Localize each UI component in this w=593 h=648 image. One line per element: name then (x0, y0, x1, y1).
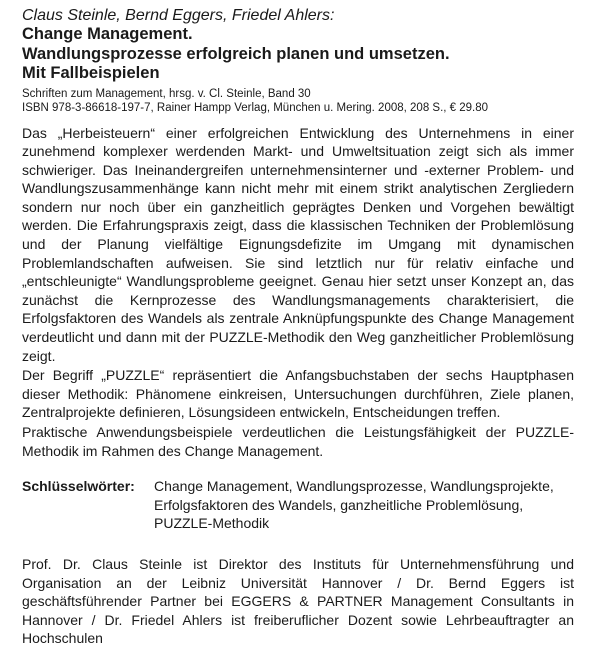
abstract-paragraph-3: Praktische Anwendungsbeispiele verdeutlichen die Leistungsfähigkeit der PUZZLE-Methodik im Rahmen des Change Management. (22, 424, 574, 459)
series-line: Schriften zum Management, hrsg. v. Cl. Steinle, Band 30 (22, 87, 311, 100)
author-bio: Prof. Dr. Claus Steinle ist Direktor des Instituts für Unternehmensführung und Organisation an der Leibniz Universität Hannover / Dr. Bernd Eggers ist geschäftsführender Partner bei EGGERS & PARTNER Management Consultants in Hannover / Dr. Friedel Ahlers ist freiberuflicher Dozent sowie Lehrbeauftragter an Hochschulen (22, 555, 574, 647)
isbn-line: ISBN 978-3-86618-197-7, Rainer Hampp Verlag, München u. Mering. 2008, 208 S., € 29.80 (22, 101, 489, 114)
authors-line: Claus Steinle, Bernd Eggers, Friedel Ahlers: (22, 7, 335, 24)
book-title-line-3: Mit Fallbeispielen (22, 64, 160, 82)
keywords-text: Change Management, Wandlungsprozesse, Wandlungsprojekte, Erfolgsfaktoren des Wandels, ganzheitliche Problemlösung, PUZZLE-Methodik (154, 478, 554, 532)
abstract-paragraph-2: Der Begriff „PUZZLE“ repräsentiert die Anfangsbuchstaben der sechs Hauptphasen dieser Methodik: Phänomene einkreisen, Untersuchungen durchführen, Ziele planen, Zentralprojekte definieren, Lösungsideen entwickeln, Entscheidungen treffen. (22, 367, 574, 421)
book-title-line-1: Change Management. (22, 25, 193, 43)
abstract (22, 124, 574, 461)
keywords-section (22, 477, 574, 533)
series-info (22, 87, 574, 115)
document-page (22, 6, 574, 648)
book-title-line-2: Wandlungsprozesse erfolgreich planen und umsetzen. (22, 44, 450, 63)
abstract-paragraph-1: Das „Herbeisteuern“ einer erfolgreichen Entwicklung des Unternehmens in einer zunehmend komplexer werdenden Markt- und Umweltsituation zeigt sich als immer schwieriger. Das Ineinandergreifen unternehmensinterner und -externer Problem- und Wandlungszusammenhänge kann nicht mehr mit einem strikt analytischen Zergliedern sondern nur noch über ein ganzheitlich geprägtes Denken und Vorgehen bewältigt werden. Die Erfahrungspraxis zeigt, dass die klassischen Techniken der Problemlösung und der Planung vielfältige Eignungsdefizite im Umgang mit dynamischen Problemlandschaften aufweisen. Sie sind letztlich nur für relativ einfache und „entschleunigte“ Wandlungsprobleme geeignet. Genau hier setzt unser Konzept an, das zunächst die Kernprozesse des Wandlungsmanagements charakterisiert, die Erfolgsfaktoren des Wandels als zentrale Anknüpfungspunkte des Change Management verdeutlicht und dann mit der PUZZLE-Methodik den Weg ganzheitlicher Problemlösung zeigt. (22, 124, 574, 364)
keywords-label: Schlüsselwörter: (22, 478, 135, 495)
